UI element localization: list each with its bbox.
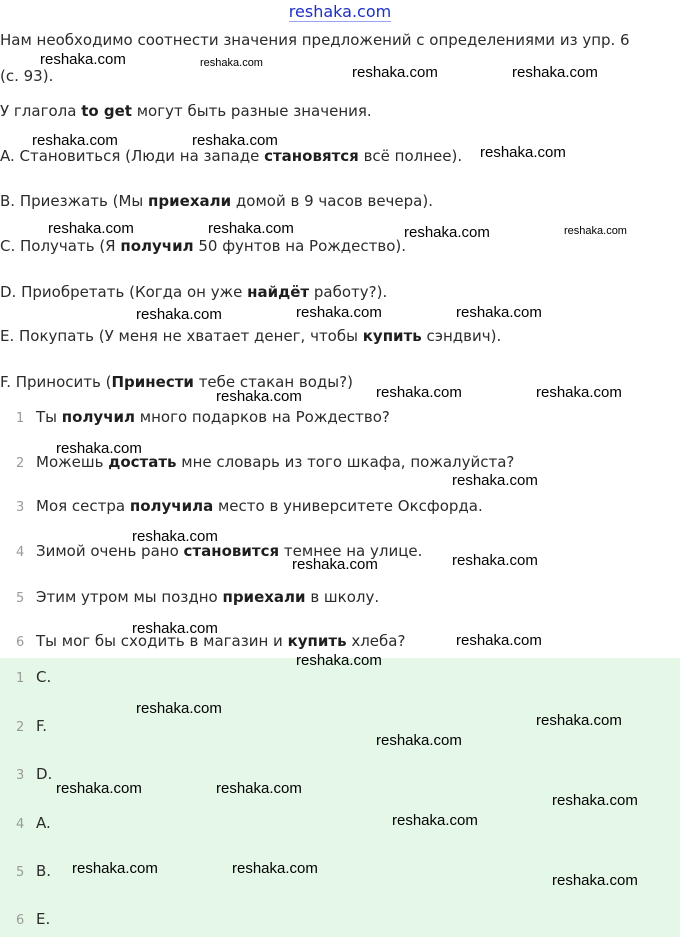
sentence-text: много подарков на Рождество? (135, 408, 390, 426)
watermark: reshaka.com (136, 306, 222, 323)
meaning-bold: получил (120, 237, 194, 255)
answer-value: B. (36, 862, 52, 880)
answer-number: 5 (16, 865, 25, 880)
watermark: reshaka.com (452, 472, 538, 489)
watermark: reshaka.com (56, 780, 142, 797)
sentence-number: 5 (16, 591, 25, 606)
answer-item (0, 716, 47, 738)
watermark: reshaka.com (512, 64, 598, 81)
watermark: reshaka.com (132, 528, 218, 545)
answer-number: 6 (16, 913, 25, 928)
meaning-text: всё полнее). (358, 147, 463, 165)
answer-number: 4 (16, 817, 25, 832)
watermark: reshaka.com (296, 652, 382, 669)
meaning-bold: приехали (148, 192, 232, 210)
meaning-text: F. Приносить ( (0, 373, 112, 391)
meaning-item (0, 326, 501, 346)
sentence-item (0, 496, 483, 518)
answer-value: D. (36, 765, 53, 783)
meaning-text: работу?). (309, 283, 388, 301)
answer-item (0, 667, 51, 689)
meaning-bold: купить (362, 327, 422, 345)
meaning-text: B. Приезжать (Мы (0, 192, 149, 210)
sentence-bold: купить (287, 632, 347, 650)
meaning-text: A. Становиться (Люди на западе (0, 147, 265, 165)
answer-item (0, 764, 52, 786)
meaning-text: домой в 9 часов вечера). (231, 192, 433, 210)
watermark: reshaka.com (292, 556, 378, 573)
watermark: reshaka.com (552, 792, 638, 809)
watermark: reshaka.com (552, 872, 638, 889)
sentence-text: мне словарь из того шкафа, пожалуйста? (176, 453, 515, 471)
watermark: reshaka.com (136, 700, 222, 717)
sentence-text: Моя сестра (36, 497, 130, 515)
watermark: reshaka.com (72, 860, 158, 877)
sentence-text: Ты мог бы сходить в магазин и (36, 632, 288, 650)
watermark: reshaka.com (216, 388, 302, 405)
meaning-text: сэндвич). (421, 327, 502, 345)
sentence-text: в школу. (305, 588, 380, 606)
answer-value: C. (36, 668, 52, 686)
watermark: reshaka.com (480, 144, 566, 161)
meaning-bold: Принести (111, 373, 194, 391)
watermark: reshaka.com (132, 620, 218, 637)
sentence-number: 3 (16, 500, 25, 515)
sentence-bold: приехали (222, 588, 306, 606)
answer-number: 3 (16, 768, 25, 783)
meaning-item (0, 236, 406, 256)
sentence-text: место в университете Оксфорда. (213, 497, 483, 515)
watermark: reshaka.com (216, 780, 302, 797)
sentence-number: 1 (16, 411, 25, 426)
meaning-text: D. Приобретать (Когда он уже (0, 283, 248, 301)
watermark: reshaka.com (192, 132, 278, 149)
watermark: reshaka.com (200, 57, 263, 69)
meaning-item (0, 146, 462, 166)
sentence-bold: получила (129, 497, 214, 515)
answer-value: A. (36, 814, 51, 832)
watermark: reshaka.com (352, 64, 438, 81)
watermark: reshaka.com (376, 384, 462, 401)
verb-line-pre: У глагола (0, 102, 82, 120)
answer-number: 1 (16, 671, 25, 686)
answer-value: E. (36, 910, 51, 928)
meaning-text: 50 фунтов на Рождество). (193, 237, 406, 255)
meaning-item (0, 282, 387, 302)
watermark: reshaka.com (456, 304, 542, 321)
watermark: reshaka.com (208, 220, 294, 237)
sentence-bold: получил (61, 408, 136, 426)
watermark: reshaka.com (40, 51, 126, 68)
meaning-text: E. Покупать (У меня не хватает денег, чтобы (0, 327, 363, 345)
sentence-text: темнее на улице. (279, 542, 423, 560)
watermark: reshaka.com (32, 132, 118, 149)
answer-item (0, 813, 51, 835)
watermark: reshaka.com (564, 225, 627, 237)
sentence-text: Можешь (36, 453, 109, 471)
sentence-number: 2 (16, 456, 25, 471)
verb-line-post: могут быть разные значения. (131, 102, 372, 120)
watermark: reshaka.com (376, 732, 462, 749)
sentence-item (0, 587, 379, 609)
sentence-bold: достать (108, 453, 177, 471)
answer-number: 2 (16, 720, 25, 735)
sentence-item (0, 407, 390, 429)
watermark: reshaka.com (456, 632, 542, 649)
answer-item (0, 909, 50, 931)
sentence-text: хлеба? (346, 632, 406, 650)
sentence-bold: становится (183, 542, 280, 560)
verb-line (0, 101, 372, 121)
watermark: reshaka.com (232, 860, 318, 877)
watermark: reshaka.com (392, 812, 478, 829)
sentence-number: 6 (16, 635, 25, 650)
watermark: reshaka.com (48, 220, 134, 237)
sentence-text: Этим утром мы поздно (36, 588, 223, 606)
watermark: reshaka.com (536, 712, 622, 729)
watermark: reshaka.com (296, 304, 382, 321)
intro-line-2: (с. 93). (0, 67, 54, 85)
sentence-number: 4 (16, 545, 25, 560)
watermark: reshaka.com (56, 440, 142, 457)
meaning-bold: становятся (264, 147, 359, 165)
verb-line-bold: to get (81, 102, 132, 120)
watermark: reshaka.com (536, 384, 622, 401)
answer-item (0, 861, 51, 883)
watermark: reshaka.com (452, 552, 538, 569)
intro-line-1: Нам необходимо соотнести значения предложений с определениями из упр. 6 (0, 31, 630, 49)
meaning-text: C. Получать (Я (0, 237, 121, 255)
answer-value: F. (36, 717, 47, 735)
meaning-bold: найдёт (247, 283, 310, 301)
meaning-text: тебе стакан воды?) (193, 373, 353, 391)
watermark: reshaka.com (404, 224, 490, 241)
sentence-text: Зимой очень рано (36, 542, 184, 560)
meaning-item (0, 191, 433, 211)
site-header-link[interactable]: reshaka.com (288, 2, 392, 21)
sentence-text: Ты (36, 408, 62, 426)
